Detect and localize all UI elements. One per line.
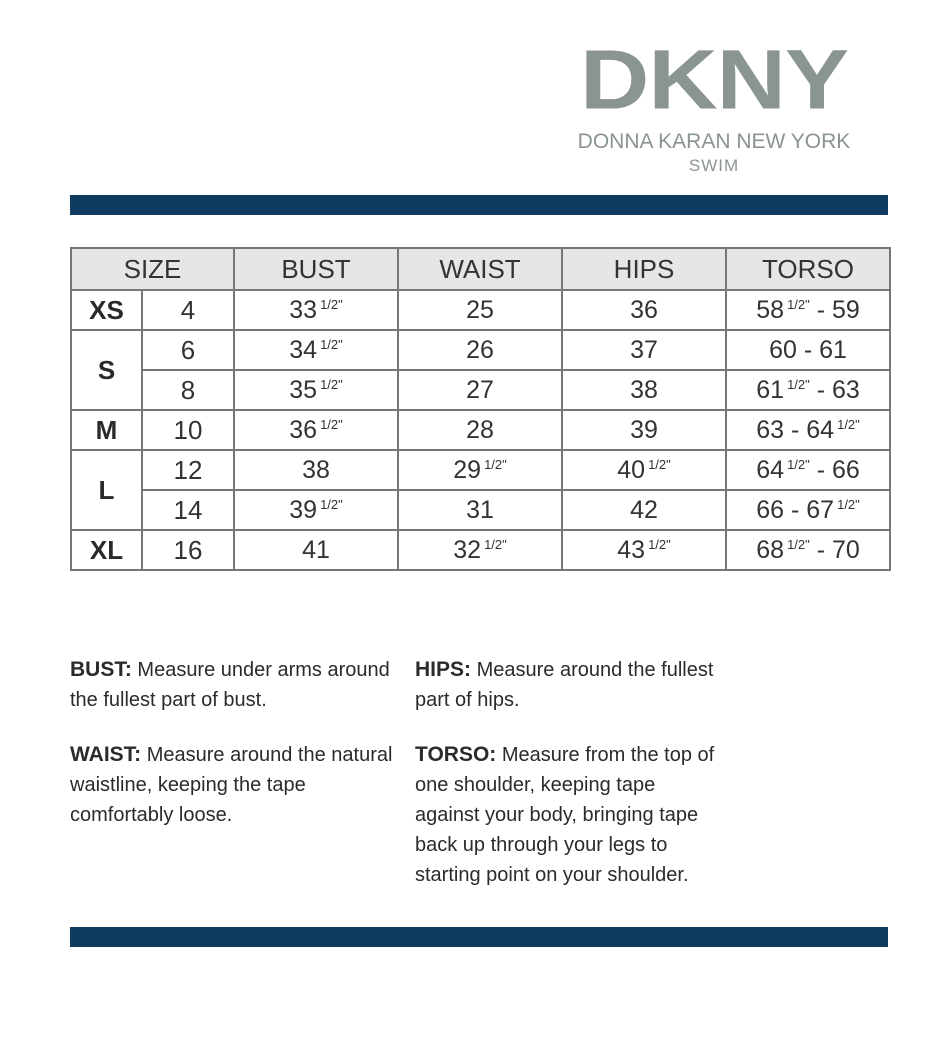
size-chart-table (70, 247, 891, 571)
half-fraction: 1/2" (320, 296, 343, 312)
waist-cell (398, 530, 562, 570)
half-fraction: 1/2" (320, 496, 343, 512)
table-row (71, 330, 890, 370)
half-fraction: 1/2" (787, 376, 810, 392)
hips-cell (562, 530, 726, 570)
top-divider (70, 195, 888, 215)
bust-cell (234, 410, 398, 450)
torso-cell (726, 410, 890, 450)
hips-cell (562, 490, 726, 530)
torso-term: TORSO: (415, 743, 497, 766)
torso-cell (726, 370, 890, 410)
half-fraction: 1/2" (484, 536, 507, 552)
half-fraction: 1/2" (787, 296, 810, 312)
range-dash: - (784, 495, 807, 524)
bust-term: BUST: (70, 658, 132, 681)
range-dash: - (809, 375, 832, 404)
waist-cell (398, 490, 562, 530)
table-row (71, 530, 890, 570)
bust-value: 33 (289, 295, 318, 324)
bust-value: 39 (289, 495, 318, 524)
size-number: 6 (142, 330, 234, 370)
hips-term: HIPS: (415, 658, 472, 681)
waist-cell (398, 370, 562, 410)
size-number: 4 (142, 290, 234, 330)
bust-text: Measure under arms around the fullest part of bust. (70, 659, 390, 711)
bust-cell (234, 370, 398, 410)
header-size: SIZE (71, 248, 234, 290)
hips-cell (562, 290, 726, 330)
bust-value: 36 (289, 415, 318, 444)
torso-value: 58 (756, 295, 785, 324)
size-number: 12 (142, 450, 234, 490)
hips-value: 40 (617, 455, 646, 484)
half-fraction: 1/2" (320, 416, 343, 432)
torso-cell (726, 450, 890, 490)
half-fraction: 1/2" (837, 416, 860, 432)
half-fraction: 1/2" (648, 536, 671, 552)
range-dash: - (809, 455, 832, 484)
hips-value: 38 (630, 375, 658, 404)
size-number: 16 (142, 530, 234, 570)
bust-cell (234, 290, 398, 330)
range-dash: - (809, 535, 832, 564)
waist-value: 25 (466, 295, 494, 324)
hips-value: 43 (617, 535, 646, 564)
definitions-left (70, 655, 400, 855)
brand-line: SWIM (688, 156, 740, 175)
waist-text: Measure around the natural waistline, keeping the tape comfortably loose. (70, 744, 393, 826)
range-dash: - (809, 295, 832, 324)
size-label: L (71, 450, 142, 530)
hips-cell (562, 330, 726, 370)
brand-block (544, 32, 884, 176)
brand-logo: DKNY (579, 32, 848, 127)
torso-value: 67 (806, 495, 835, 524)
table-row (71, 290, 890, 330)
size-label: M (71, 410, 142, 450)
half-fraction: 1/2" (787, 456, 810, 472)
bust-cell (234, 490, 398, 530)
waist-definition (70, 740, 400, 830)
header-bust: BUST (234, 248, 398, 290)
table-row (71, 490, 890, 530)
bust-definition (70, 655, 400, 715)
header-hips: HIPS (562, 248, 726, 290)
table-row (71, 450, 890, 490)
range-dash: - (784, 415, 807, 444)
torso-cell (726, 290, 890, 330)
hips-text: Measure around the fullest part of hips. (415, 659, 714, 711)
torso-value: 61 (819, 335, 847, 364)
torso-value: 64 (806, 415, 835, 444)
header-waist: WAIST (398, 248, 562, 290)
torso-text: Measure from the top of one shoulder, keeping tape against your body, bringing tape back up through your legs to starting point on your shoulder. (415, 744, 715, 886)
waist-cell (398, 410, 562, 450)
torso-cell (726, 530, 890, 570)
waist-term: WAIST: (70, 743, 142, 766)
hips-definition (415, 655, 725, 715)
hips-value: 37 (630, 335, 658, 364)
torso-value: 66 (831, 455, 860, 484)
half-fraction: 1/2" (648, 456, 671, 472)
half-fraction: 1/2" (320, 376, 343, 392)
torso-value: 61 (756, 375, 785, 404)
waist-value: 28 (466, 415, 494, 444)
half-fraction: 1/2" (787, 536, 810, 552)
brand-name: DONNA KARAN NEW YORK (577, 130, 851, 153)
torso-value: 59 (831, 295, 860, 324)
hips-cell (562, 410, 726, 450)
size-number: 14 (142, 490, 234, 530)
waist-value: 31 (466, 495, 494, 524)
waist-cell (398, 330, 562, 370)
torso-value: 66 (756, 495, 785, 524)
hips-value: 42 (630, 495, 658, 524)
torso-value: 70 (831, 535, 860, 564)
waist-value: 26 (466, 335, 494, 364)
range-dash: - (796, 335, 820, 364)
definitions-right (415, 655, 725, 915)
bottom-divider (70, 927, 888, 947)
waist-value: 29 (453, 455, 482, 484)
torso-definition (415, 740, 725, 890)
waist-value: 32 (453, 535, 482, 564)
bust-value: 41 (302, 535, 330, 564)
size-label: S (71, 330, 142, 410)
hips-cell (562, 370, 726, 410)
size-number: 8 (142, 370, 234, 410)
bust-cell (234, 450, 398, 490)
half-fraction: 1/2" (484, 456, 507, 472)
waist-cell (398, 290, 562, 330)
bust-value: 34 (289, 335, 318, 364)
hips-cell (562, 450, 726, 490)
waist-cell (398, 450, 562, 490)
hips-value: 39 (630, 415, 658, 444)
size-number: 10 (142, 410, 234, 450)
size-label: XL (71, 530, 142, 570)
hips-value: 36 (630, 295, 658, 324)
torso-cell (726, 490, 890, 530)
torso-value: 68 (756, 535, 785, 564)
bust-cell (234, 530, 398, 570)
torso-value: 63 (831, 375, 860, 404)
table-header-row (71, 248, 890, 290)
torso-cell (726, 330, 890, 370)
torso-value: 64 (756, 455, 785, 484)
half-fraction: 1/2" (320, 336, 343, 352)
bust-value: 35 (289, 375, 318, 404)
torso-value: 63 (756, 415, 785, 444)
half-fraction: 1/2" (837, 496, 860, 512)
size-label: XS (71, 290, 142, 330)
waist-value: 27 (466, 375, 494, 404)
torso-value: 60 (769, 335, 797, 364)
bust-cell (234, 330, 398, 370)
table-row (71, 370, 890, 410)
table-row (71, 410, 890, 450)
header-torso: TORSO (726, 248, 890, 290)
bust-value: 38 (302, 455, 330, 484)
